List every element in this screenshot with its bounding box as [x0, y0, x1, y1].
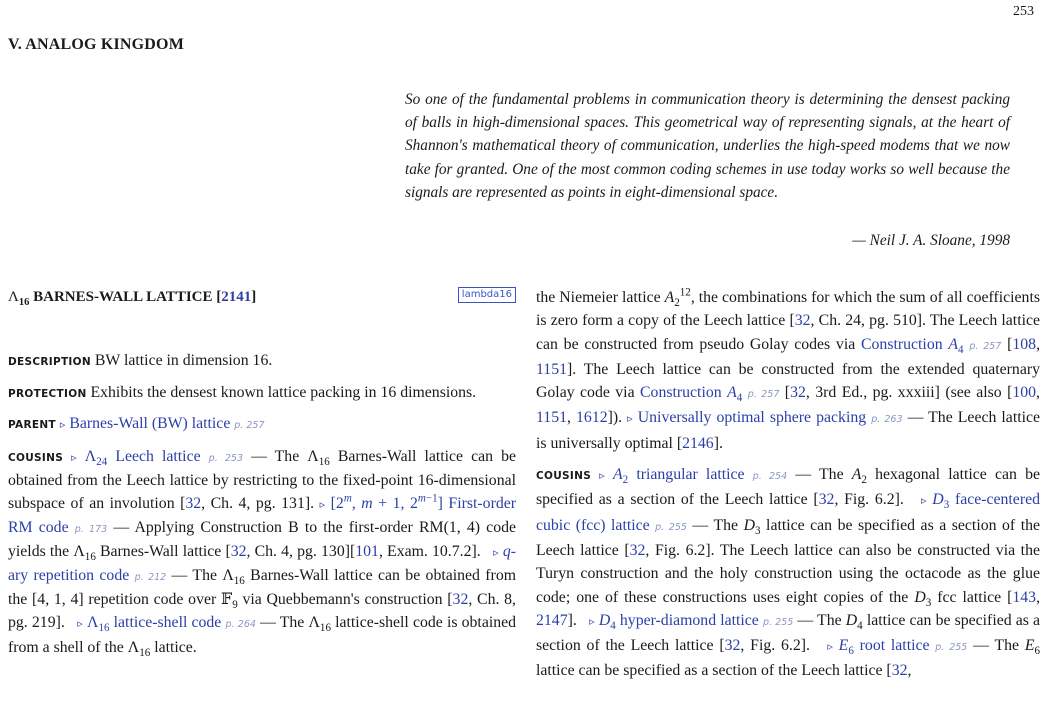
title-close-bracket: ] — [251, 289, 257, 305]
protection-paragraph — [8, 382, 516, 406]
cousin-link-rm[interactable]: [2$^m$, m + 1, $2^{m-1}$] First-order RM code — [8, 492, 516, 536]
construction-a4-link[interactable]: Construction $A_4$ — [640, 384, 743, 405]
epigraph-quote: So one of the fundamental problems in communication theory is determining the densest packing of balls in high-dimensional spaces. This geometrical way of representing signals, at the heart of Shannon's mathematical theory of communication, underlies the high-speed modems that we now take for granted. One of the most common coding schemes in use today works so well because the signals are represented as points in eight-dimensional space. — [405, 91, 1010, 201]
page-ref: p. 255 — [762, 616, 794, 628]
cousins-paragraph-right: COUSINS ▹ $A_2$ triangular lattice p. 254 — The $A_2$ hexagonal lattice can be specified as a section of the Leech lattice [32, Fig. 6.2]. ▹ $D_3$ face-centered cubic (fcc) lattice p. 255 — The $D_3$ lattice can be specified as a section of the Leech lattice [32, Fig. 6.2]. The Leech lattice can also be constructed via the Turyn construction and the holy construction using the octacode as the glue code; one of these constructions uses eight copies of the $D_3$ fcc lattice [143, 2147]. ▹ $D_4$ hyper-diamond lattice p. 255 — The $D_4$ lattice can be specified as a section of the Leech lattice [32, Fig. 6.2]. ▹ $E_6$ root lattice p. 255 — The $E_6$ lattice can be specified as a section of the Leech lattice [32, — [536, 466, 1041, 680]
triangle-icon: ▹ — [71, 451, 77, 464]
description-paragraph — [8, 350, 516, 374]
citation-link[interactable]: 32 — [230, 543, 247, 561]
citation-link[interactable]: 143 — [1012, 588, 1037, 606]
cousin-link-a2[interactable]: $A_2$ triangular lattice — [612, 466, 745, 487]
cousins-label: COUSINS — [8, 451, 64, 464]
entry-title — [8, 286, 516, 310]
cousins-label: COUSINS — [536, 470, 592, 483]
entry-label-tag[interactable]: lambda16 — [458, 287, 516, 303]
parent-link[interactable]: Barnes-Wall (BW) lattice — [69, 415, 231, 433]
page-ref: p. 264 — [225, 618, 256, 630]
construction-a4-link[interactable]: Construction $A_4$ — [861, 335, 964, 356]
universally-optimal-link[interactable]: Universally optimal sphere packing — [637, 409, 867, 427]
citation-link[interactable]: 1612 — [576, 409, 608, 427]
page-number: 253 — [1013, 4, 1034, 19]
triangle-icon: ▹ — [77, 617, 83, 630]
triangle-icon: ▹ — [493, 547, 499, 560]
citation-link[interactable]: 32 — [891, 662, 908, 680]
citation-link[interactable]: 32 — [794, 312, 811, 330]
left-column — [8, 286, 516, 659]
citation-link[interactable]: 101 — [355, 543, 379, 561]
page-ref: p. 257 — [969, 340, 1002, 352]
page-ref: p. 257 — [234, 420, 265, 432]
citation-link[interactable]: 32 — [790, 384, 806, 402]
page-ref: p. 212 — [134, 571, 167, 583]
protection-text: Exhibits the densest known lattice packing in 16 dimensions. — [90, 383, 477, 401]
triangle-icon: ▹ — [59, 419, 66, 432]
citation-link[interactable]: 2147 — [536, 611, 568, 629]
title-citation-link[interactable]: 2141 — [221, 289, 252, 305]
citation-link[interactable]: 1151 — [536, 409, 568, 427]
citation-link[interactable]: 2146 — [682, 434, 714, 452]
cousin-link-d3[interactable]: $D_3$ face-centered cubic (fcc) lattice — [536, 491, 1040, 534]
protection-label: PROTECTION — [8, 387, 87, 400]
cousin-link-shell[interactable]: $\Lambda_{16}$ lattice-shell code — [86, 613, 222, 635]
page-ref: p. 257 — [747, 389, 780, 401]
title-subscript: 16 — [18, 297, 30, 308]
cousin-link-e6[interactable]: $E_6$ root lattice — [838, 637, 930, 658]
citation-link[interactable]: 108 — [1012, 335, 1037, 353]
title-main: BARNES-WALL LATTICE [ — [29, 289, 222, 305]
cousin-link-qary[interactable]: q-ary repetition code — [8, 543, 517, 584]
triangle-icon: ▹ — [627, 413, 633, 426]
citation-link[interactable]: 32 — [185, 494, 202, 512]
citation-link[interactable]: 32 — [452, 591, 469, 609]
description-text: BW lattice in dimension 16. — [94, 352, 273, 369]
triangle-icon: ▹ — [589, 615, 595, 628]
page-ref: p. 173 — [74, 523, 108, 535]
triangle-icon: ▹ — [319, 498, 326, 511]
epigraph-attribution: — Neil J. A. Sloane, 1998 — [852, 232, 1010, 249]
cousins-paragraph: COUSINS ▹ $\Lambda_{24}$ Leech lattice p. 253 — The $\Lambda_{16}$ Barnes-Wall lattice can be obtained from the Leech lattice by restricting to the fixed-point 16-dimensional subspace of an involution [32, Ch. 4, pg. 131]. ▹ [2$^m$, m + 1, $2^{m-1}$] First-order RM code p. 173 — Applying Construction B to the first-order RM(1, 4) code yields the $\Lambda_{16}$ Barnes-Wall lattice [32, Ch. 4, pg. 130][101, Exam. 10.7.2]. ▹ q-ary repetition code p. 212 — The $\Lambda_{16}$ Barnes-Wall lattice can be obtained from the [4, 1, 4] repetition code over 𝔽$_9$ via Quebbemann's construction [32, Ch. 8, pg. 219]. ▹ $\Lambda_{16}$ lattice-shell code p. 264 — The $\Lambda_{16}$ lattice-shell code is obtained from a shell of the $\Lambda_{16}$ lattice. — [8, 447, 517, 659]
parent-label: PARENT — [8, 419, 56, 432]
right-column — [536, 286, 1040, 683]
triangle-icon: ▹ — [921, 495, 927, 508]
page-ref: p. 255 — [935, 642, 968, 654]
citation-link[interactable]: 1151 — [536, 360, 568, 378]
page-ref: p. 254 — [752, 471, 788, 483]
description-label: DESCRIPTION — [8, 356, 91, 368]
citation-link[interactable]: 32 — [629, 541, 646, 559]
page-ref: p. 255 — [655, 521, 687, 533]
cousin-link-d4[interactable]: $D_4$ hyper-diamond lattice — [598, 611, 759, 633]
continued-paragraph: the Niemeier lattice $A_2^{12}$, the combinations for which the sum of all coefficients is zero form a copy of the Leech lattice [32, Ch. 24, pg. 510]. The Leech lattice can be constructed from pseudo Golay codes via Construction $A_4$ p. 257 [108, 1151]. The Leech lattice can be constructed from the extended quaternary Golay code via Construction $A_4$ p. 257 [32, 3rd Ed., pg. xxxiii] (see also [100, 1151, 1612]). ▹ Universally optimal sphere packing p. 263 — The Leech lattice is universally optimal [2146]. — [536, 286, 1041, 452]
title-lambda: Λ — [8, 289, 19, 305]
cousin-link-leech[interactable]: $\Lambda_{24}$ Leech lattice — [84, 447, 201, 468]
chapter-heading: V. ANALOG KINGDOM — [8, 36, 185, 53]
citation-link[interactable]: 100 — [1012, 384, 1037, 402]
citation-link[interactable]: 32 — [724, 637, 741, 655]
citation-link[interactable]: 32 — [818, 491, 835, 509]
page-ref: p. 253 — [208, 452, 243, 464]
triangle-icon: ▹ — [827, 641, 833, 654]
triangle-icon: ▹ — [599, 470, 605, 483]
parent-paragraph — [8, 413, 516, 438]
page-ref: p. 263 — [871, 414, 903, 426]
